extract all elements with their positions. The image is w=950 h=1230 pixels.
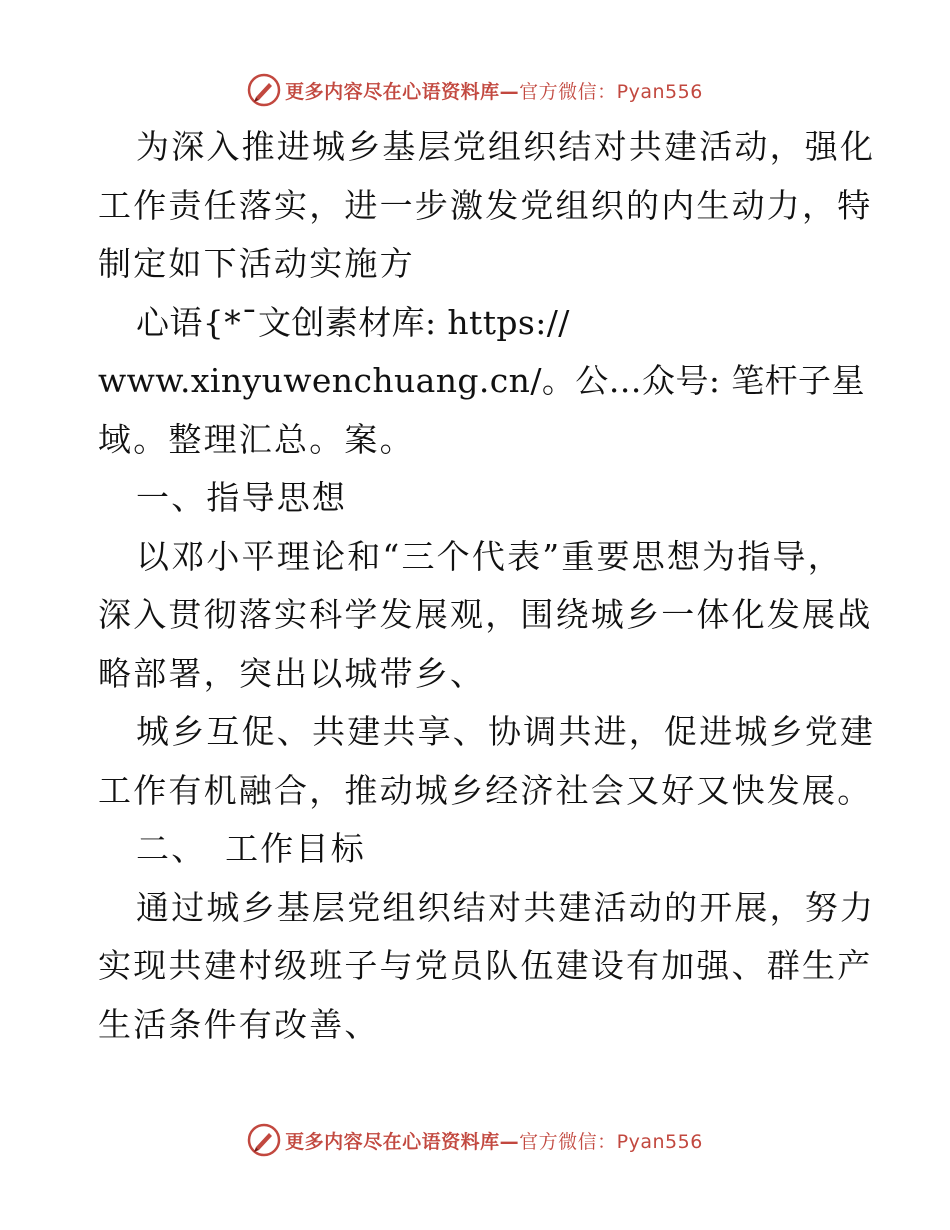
paragraph-line: 以邓小平理论和“三个代表”重要思想为指导， (136, 536, 843, 576)
section-heading: 二、 工作目标 (136, 829, 366, 868)
paragraph-line: 为深入推进城乡基层党组织结对共建活动，强化 (136, 127, 876, 166)
footer-watermark (0, 1120, 950, 1160)
paragraph-line: 生活条件有改善、 (98, 1004, 380, 1044)
paragraph-line: 城乡互促、共建共享、协调共进，促进城乡党建 (136, 712, 876, 751)
paragraph-line: 心语{*¯文创素材库: https:// (136, 302, 570, 342)
paragraph-line: 工作有机融合，推动城乡经济社会又好又快发展。 (98, 770, 873, 810)
paragraph-line: www.xinyuwenchuang.cn/。公…众号: 笔杆子星 (98, 361, 865, 400)
pen-logo-icon (247, 73, 281, 107)
paragraph-line: 略部署，突出以城带乡、 (98, 653, 486, 693)
section-heading: 一、指导思想 (136, 478, 348, 517)
paragraph-line: 深入贯彻落实科学发展观，围绕城乡一体化发展战 (98, 595, 873, 634)
paragraph-line: 制定如下活动实施方 (98, 244, 415, 283)
header-watermark (0, 70, 950, 110)
paragraph-line: 域。整理汇总。案。 (98, 419, 415, 459)
document-body (98, 118, 876, 1054)
paragraph-line: 通过城乡基层党组织结对共建活动的开展，努力 (136, 887, 876, 927)
paragraph-line: 工作责任落实，进一步激发党组织的内生动力，特 (98, 185, 873, 225)
paragraph-line: 实现共建村级班子与党员队伍建设有加强、群生产 (98, 946, 873, 985)
watermark-text: 更多内容尽在心语资料库—官方微信：Pyan556 (285, 1130, 703, 1153)
pen-logo-icon (247, 1123, 281, 1157)
watermark-text: 更多内容尽在心语资料库—官方微信：Pyan556 (285, 80, 703, 103)
